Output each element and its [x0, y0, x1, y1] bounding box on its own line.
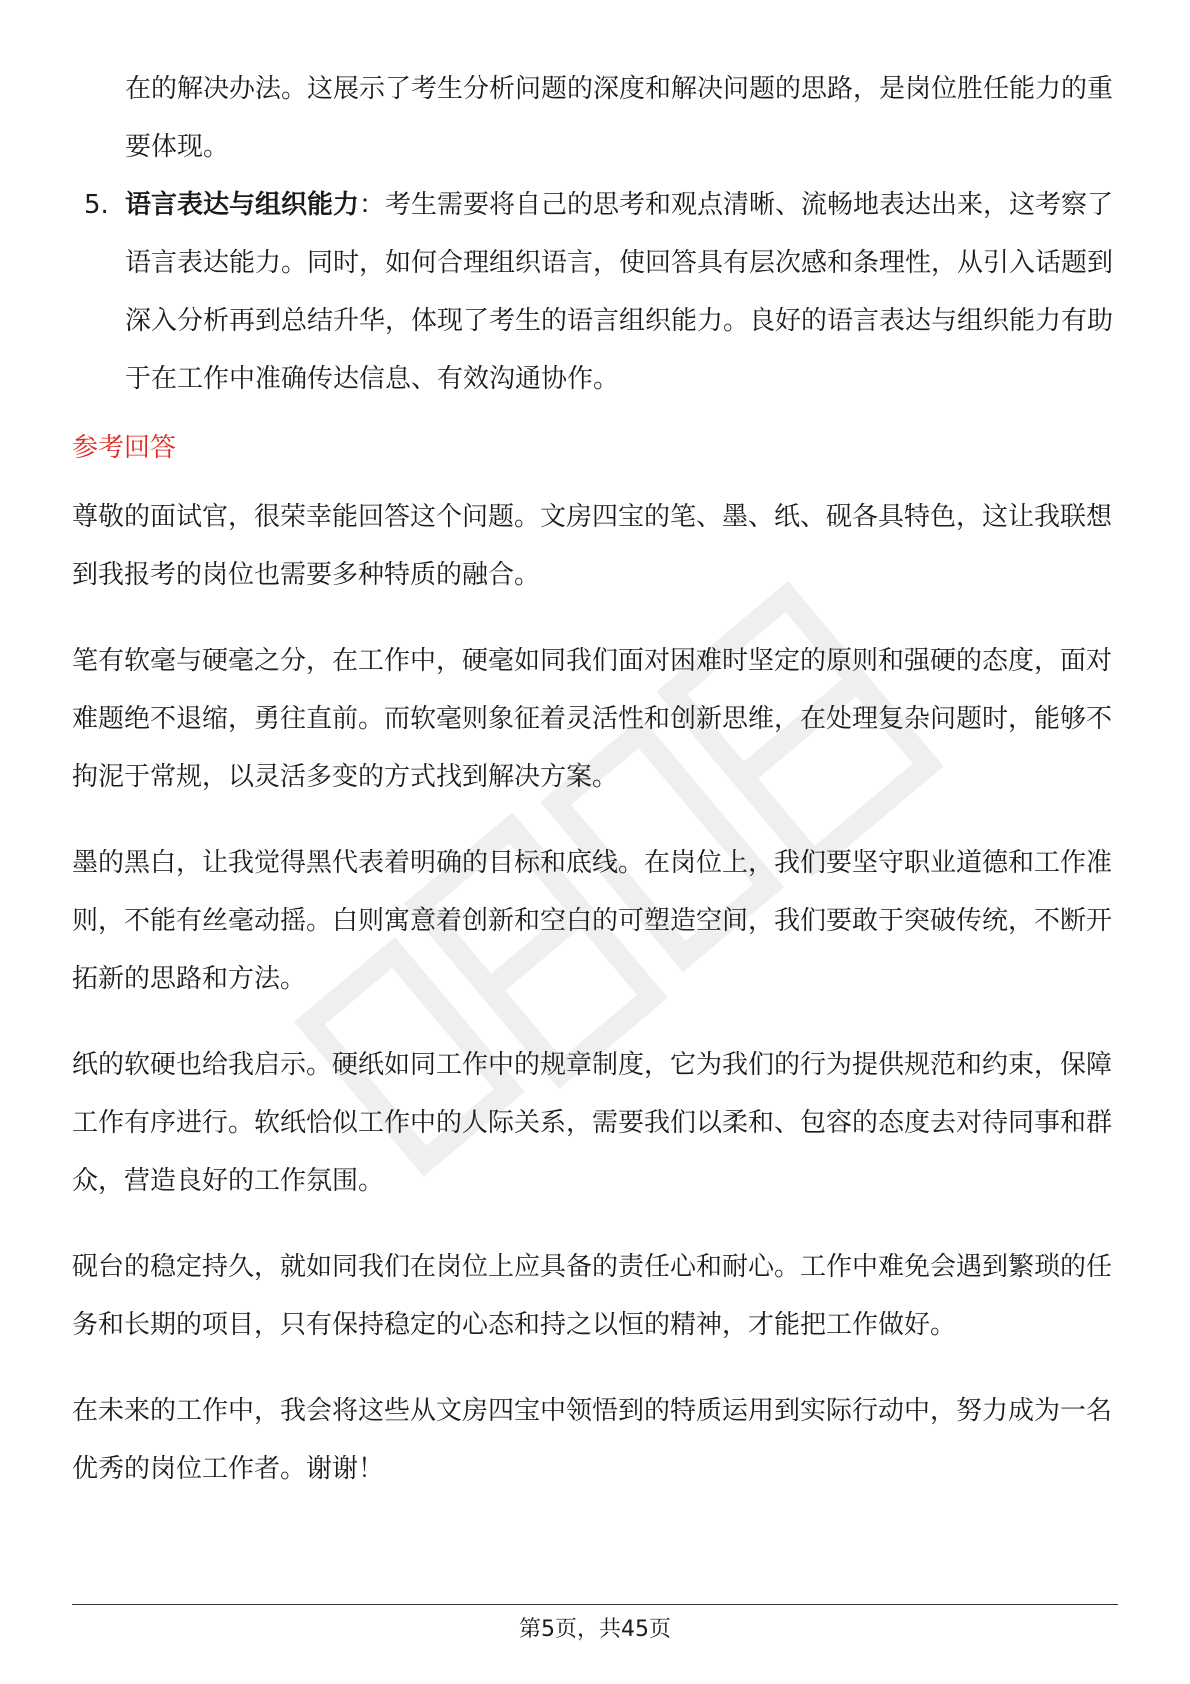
list-item: [72, 176, 1118, 408]
answer-paragraph: 墨的黑白，让我觉得黑代表着明确的目标和底线。在岗位上，我们要坚守职业道德和工作准则，不能有丝毫动摇。白则寓意着创新和空白的可塑造空间，我们要敢于突破传统，不断开拓新的思路和方法。: [72, 848, 1113, 994]
list-number: 5.: [84, 190, 109, 220]
answer-paragraph: 尊敬的面试官，很荣幸能回答这个问题。文房四宝的笔、墨、纸、砚各具特色，这让我联想到我报考的岗位也需要多种特质的融合。: [72, 502, 1113, 590]
answer-paragraph: 纸的软硬也给我启示。硬纸如同工作中的规章制度，它为我们的行为提供规范和约束，保障工作有序进行。软纸恰似工作中的人际关系，需要我们以柔和、包容的态度去对待同事和群众，营造良好的工作氛围。: [72, 1050, 1113, 1196]
page-number: 第5页，共45页: [519, 1617, 671, 1642]
answer-paragraph: 砚台的稳定持久，就如同我们在岗位上应具备的责任心和耐心。工作中难免会遇到繁琐的任务和长期的项目，只有保持稳定的心态和持之以恒的精神，才能把工作做好。: [72, 1252, 1113, 1340]
content-area: [72, 60, 1118, 1526]
footer-divider: [72, 1604, 1118, 1605]
answer-paragraph: 笔有软毫与硬毫之分，在工作中，硬毫如同我们面对困难时坚定的原则和强硬的态度，面对难题绝不退缩，勇往直前。而软毫则象征着灵活性和创新思维，在处理复杂问题时，能够不拘泥于常规，以灵活多变的方式找到解决方案。: [72, 646, 1113, 792]
list-item-colon: ：: [359, 190, 386, 220]
continued-paragraph: 在的解决办法。这展示了考生分析问题的深度和解决问题的思路，是岗位胜任能力的重要体现。: [125, 74, 1114, 162]
list-item-body: [125, 176, 1118, 408]
section-heading: 参考回答: [72, 433, 177, 463]
list-item-text: 考生需要将自己的思考和观点清晰、流畅地表达出来，这考察了语言表达能力。同时，如何合理组织语言，使回答具有层次感和条理性，从引入话题到深入分析再到总结升华，体现了考生的语言组织能力。良好的语言表达与组织能力有助于在工作中准确传达信息、有效沟通协作。: [125, 190, 1114, 394]
list-item-term: 语言表达与组织能力: [125, 190, 360, 220]
answer-paragraph: 在未来的工作中，我会将这些从文房四宝中领悟到的特质运用到实际行动中，努力成为一名优秀的岗位工作者。谢谢！: [72, 1396, 1113, 1484]
